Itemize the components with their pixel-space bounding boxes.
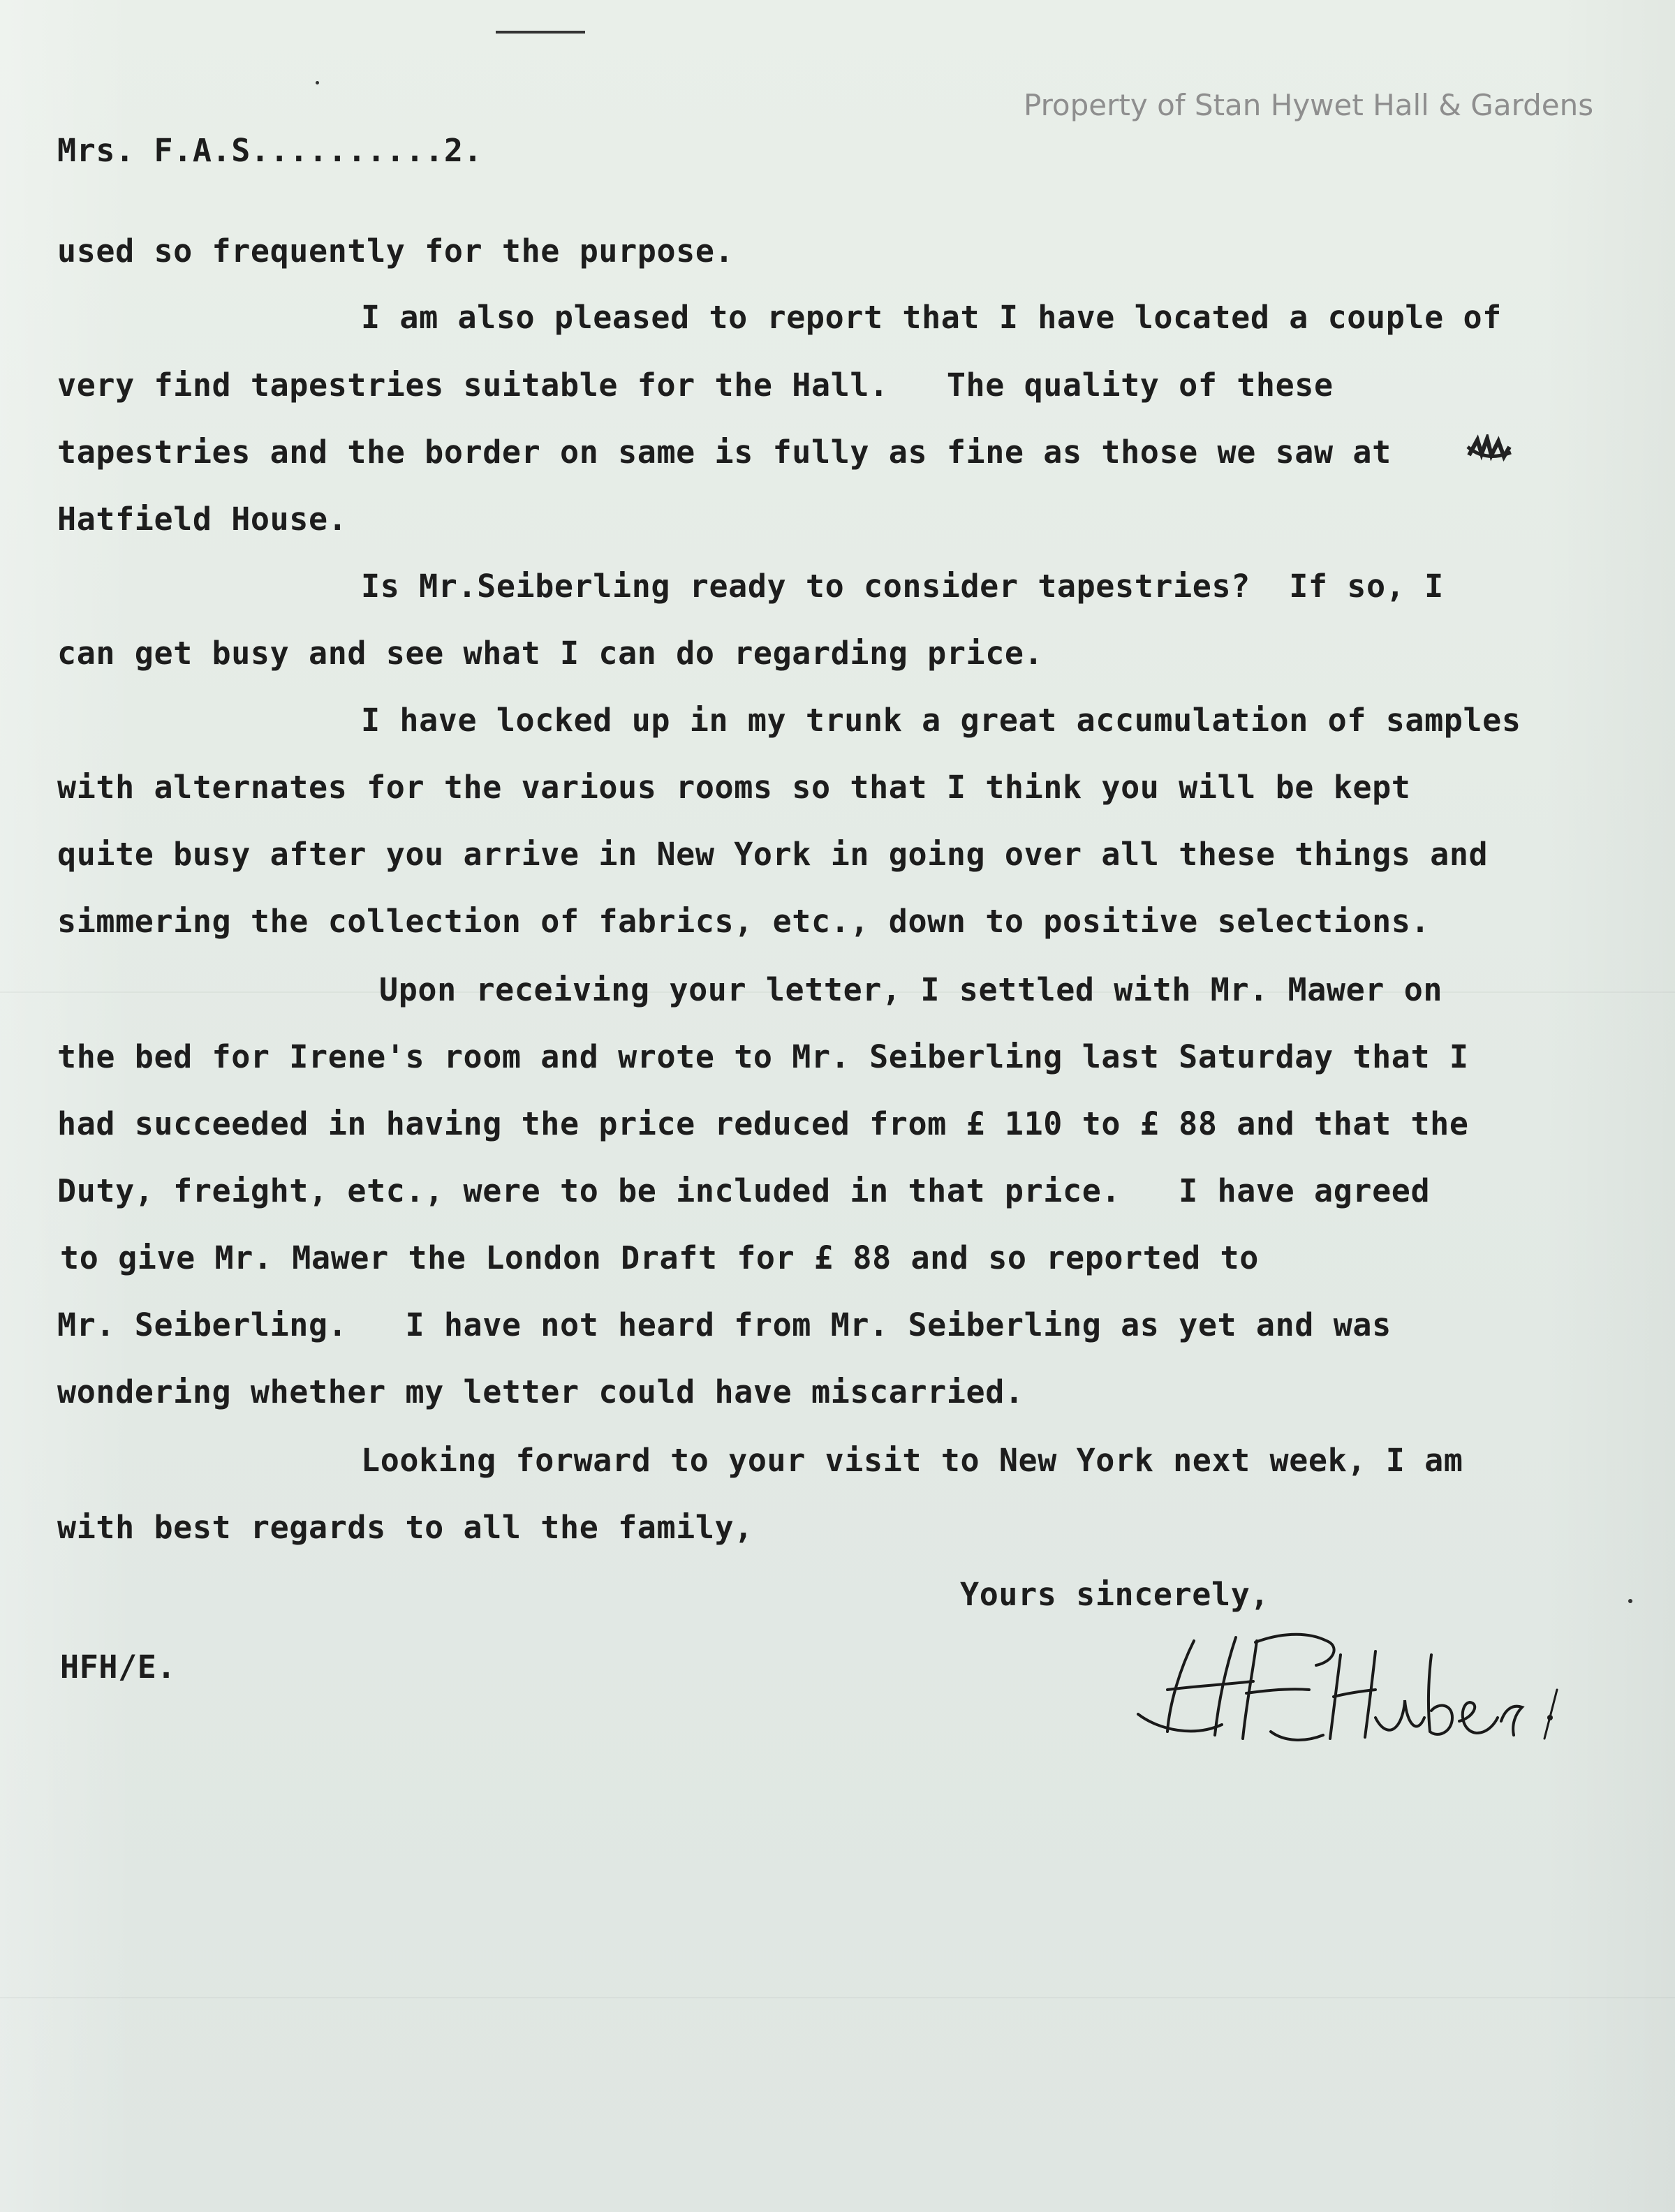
paragraph-2-line-3: tapestries and the border on same is fully as fine as those we saw at [57, 434, 1392, 471]
paragraph-4-line-1: I have locked up in my trunk a great accumulation of samples [361, 702, 1521, 739]
paragraph-5-line-2: the bed for Irene's room and wrote to Mr. Seiberling last Saturday that I [57, 1038, 1469, 1075]
paragraph-5-line-4: Duty, freight, etc., were to be included in that price. I have agreed [57, 1172, 1431, 1209]
top-dash-mark [496, 31, 585, 34]
paragraph-4-line-4: simmering the collection of fabrics, etc., down to positive selections. [57, 903, 1431, 940]
paragraph-5-line-5: to give Mr. Mawer the London Draft for £ 88 and so reported to [60, 1239, 1259, 1276]
ink-speck [316, 81, 319, 84]
paragraph-4-line-3: quite busy after you arrive in New York in going over all these things and [57, 836, 1489, 873]
paragraph-3-line-1: Is Mr.Seiberling ready to consider tapestries? If so, I [361, 568, 1444, 605]
page-header: Mrs. F.A.S..........2. [57, 132, 483, 169]
paragraph-4-line-2: with alternates for the various rooms so that I think you will be kept [57, 769, 1411, 806]
initials: HFH/E. [60, 1649, 177, 1686]
paragraph-2-line-2: very find tapestries suitable for the Hall. The quality of these [57, 367, 1334, 404]
closing: Yours sincerely, [960, 1576, 1270, 1613]
paragraph-5-line-1: Upon receiving your letter, I settled with Mr. Mawer on [379, 971, 1443, 1008]
paragraph-5-line-7: wondering whether my letter could have miscarried. [57, 1373, 1024, 1410]
strikeout-ink-mark [1465, 434, 1514, 465]
paragraph-6-line-2: with best regards to all the family, [57, 1509, 753, 1546]
handwritten-signature [1131, 1599, 1578, 1760]
paragraph-6-line-1: Looking forward to your visit to New York next week, I am [361, 1442, 1463, 1479]
paragraph-5-line-3: had succeeded in having the price reduced from £ 110 to £ 88 and that the [57, 1105, 1469, 1142]
paragraph-3-line-2: can get busy and see what I can do regarding price. [57, 635, 1044, 672]
watermark: Property of Stan Hywet Hall & Gardens [1024, 88, 1594, 122]
paragraph-2-line-4: Hatfield House. [57, 501, 348, 538]
paragraph-2-line-1: I am also pleased to report that I have located a couple of [361, 299, 1502, 336]
paragraph-1-line-1: used so frequently for the purpose. [57, 233, 735, 270]
paper-fold-line [0, 1997, 1675, 1998]
paragraph-5-line-6: Mr. Seiberling. I have not heard from Mr. Seiberling as yet and was [57, 1306, 1392, 1343]
ink-speck [1628, 1599, 1632, 1603]
